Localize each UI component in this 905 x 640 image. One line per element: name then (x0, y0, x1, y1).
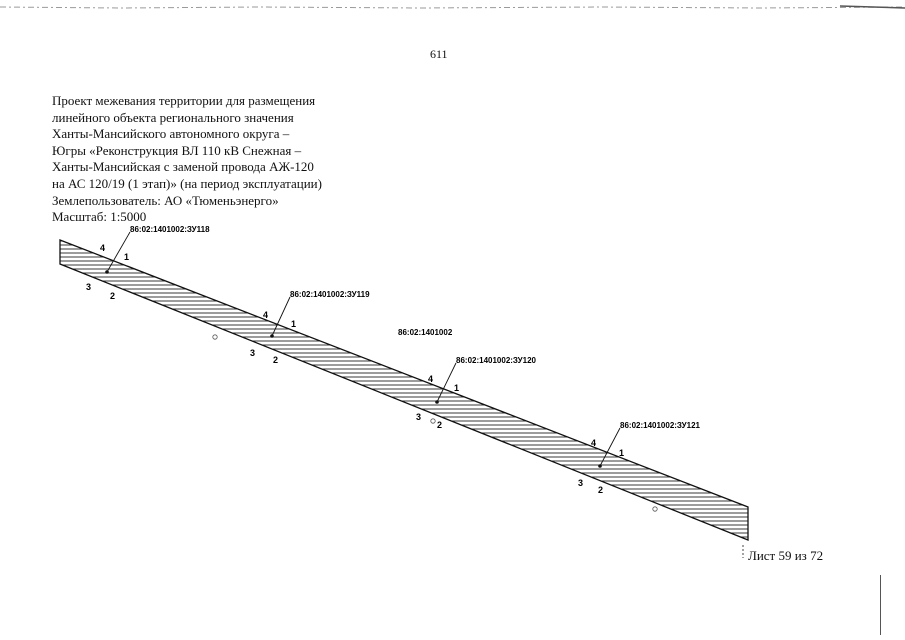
page-number: 611 (430, 47, 448, 61)
scan-edge-line (880, 575, 881, 635)
vertex-label: 1 (124, 252, 130, 262)
vertex-label: 2 (273, 355, 279, 365)
vertex-label: 3 (86, 282, 92, 292)
vertex-label: 1 (619, 448, 625, 458)
vertex-label: 1 (454, 383, 460, 393)
vertex-label: 4 (263, 310, 269, 320)
title-line: Ханты-Мансийская с заменой провода АЖ-120 (52, 159, 314, 175)
survey-marker (653, 507, 657, 511)
scale-line: Масштаб: 1:5000 (52, 209, 147, 225)
survey-marker (431, 419, 435, 423)
survey-marker (213, 335, 217, 339)
plot-label: 86:02:1401002:ЗУ120 (456, 356, 536, 365)
vertex-label: 4 (591, 438, 597, 448)
plot-centroid-marker (270, 334, 274, 338)
plot-centroid-marker (435, 400, 439, 404)
plot-label: 86:02:1401002:ЗУ118 (130, 225, 210, 234)
vertex-label: 4 (428, 374, 434, 384)
vertex-label: 3 (578, 478, 584, 488)
plot-centroid-marker (105, 270, 109, 274)
land-user-line: Землепользователь: АО «Тюменьэнерго» (52, 192, 279, 208)
right-of-way-strip (60, 240, 748, 540)
plot-label: 86:02:1401002:ЗУ119 (290, 290, 370, 299)
vertex-label: 2 (437, 420, 443, 430)
title-line: линейного объекта регионального значения (52, 109, 294, 125)
vertex-label: 4 (100, 243, 106, 253)
sheet-number-label: Лист 59 из 72 (748, 548, 824, 563)
vertex-label: 2 (110, 291, 116, 301)
vertex-label: 3 (250, 348, 256, 358)
vertex-label: 3 (416, 412, 422, 422)
title-line: Югры «Реконструкция ВЛ 110 кВ Снежная – (52, 142, 302, 158)
title-line: на АС 120/19 (1 этап)» (на период эксплуатации) (52, 175, 322, 191)
title-line: Проект межевания территории для размещения (52, 93, 316, 108)
title-line: Ханты-Мансийского автономного округа – (52, 126, 290, 142)
plot-centroid-marker (598, 464, 602, 468)
plot-label: 86:02:1401002:ЗУ121 (620, 421, 700, 430)
vertex-label: 1 (291, 319, 297, 329)
vertex-label: 2 (598, 485, 604, 495)
cadastral-block-label: 86:02:1401002 (398, 328, 453, 337)
